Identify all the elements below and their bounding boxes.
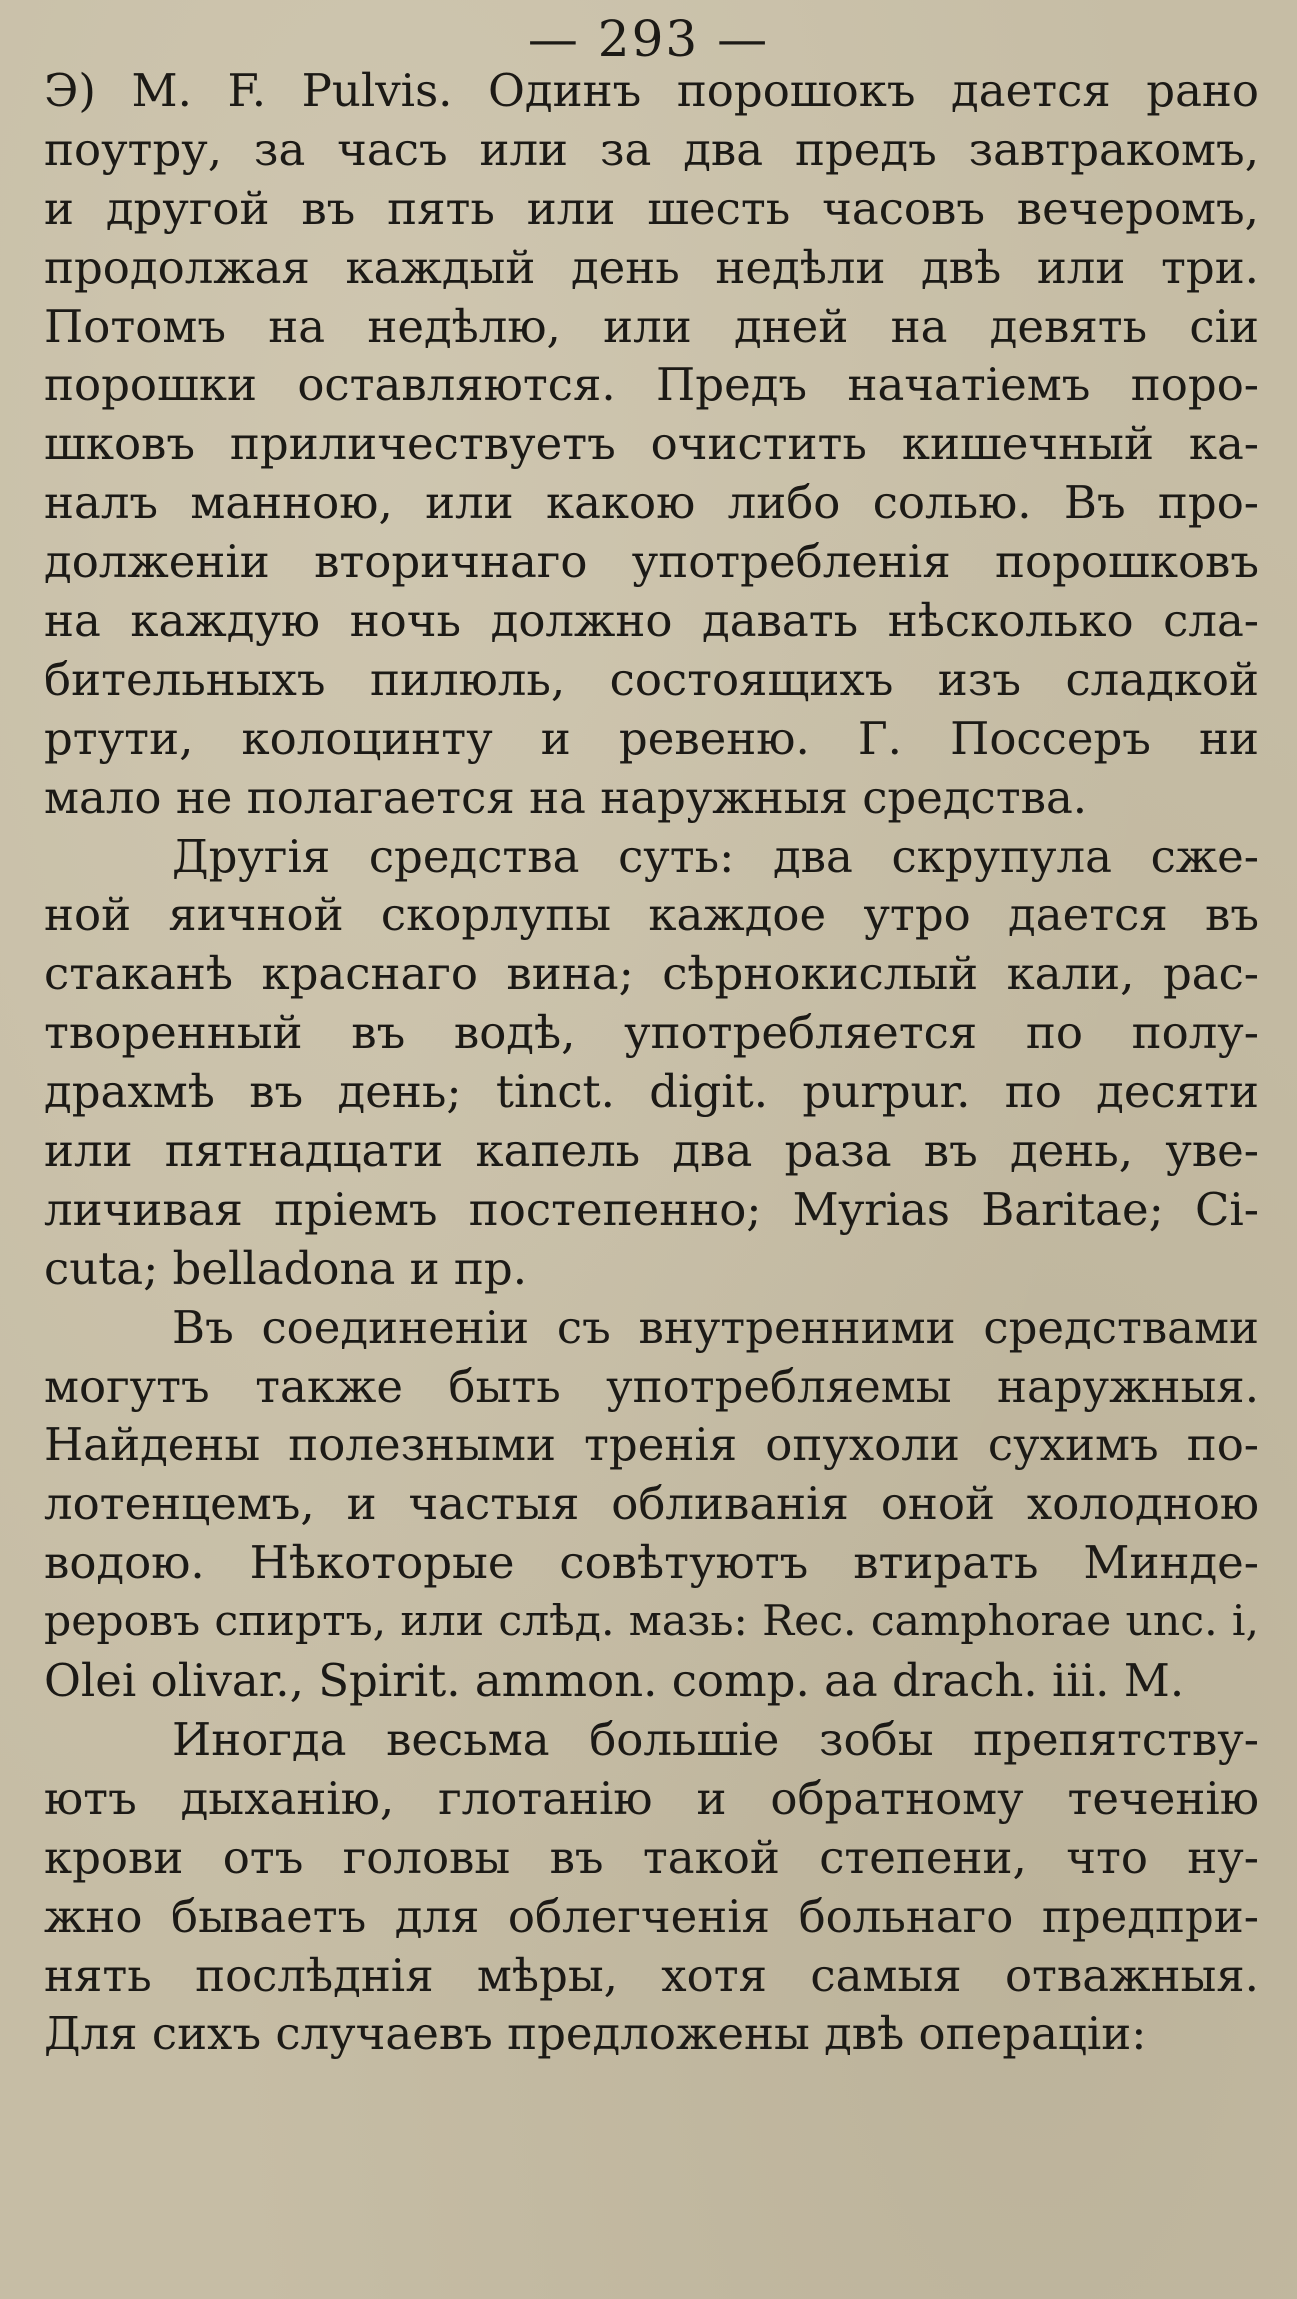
text-line: мало не полагается на наружныя средства. [44,770,1088,824]
text-line: и другой въ пять или шесть часовъ вечеромъ, [44,181,1259,235]
text-line: Другія средства суть: два скрупула сже- [172,829,1259,883]
text-line: драхмѣ въ день; tinct. digit. purpur. по десяти [44,1065,1259,1119]
text-line: могутъ также быть употребляемы наружныя. [44,1359,1259,1413]
text-line: нять послѣднія мѣры, хотя самыя отважныя. [44,1948,1259,2002]
page-body [44,62,1259,2064]
text-line: Э) M. F. Pulvis. Одинъ порошокъ дается рано [44,64,1259,117]
text-line: налъ манною, или какою либо солью. Въ про- [44,476,1259,530]
paragraph [44,1711,1259,2064]
text-line: бительныхъ пилюль, состоящихъ изъ сладкой [44,652,1259,706]
text-line: творенный въ водѣ, употребляется по полу- [44,1006,1259,1060]
paragraph [44,1299,1259,1711]
paragraph [44,828,1259,1299]
text-line: Иногда весьма большіе зобы препятству- [172,1712,1259,1766]
paragraph [44,62,1259,828]
text-line: водою. Нѣкоторые совѣтуютъ втирать Минде- [44,1536,1259,1590]
text-line: ной яичной скорлупы каждое утро дается въ [44,888,1259,942]
text-line: Найдены полезными тренія опухоли сухимъ по- [44,1418,1259,1472]
text-line: стаканѣ краснаго вина; сѣрнокислый кали, рас- [44,947,1259,1001]
text-line: Въ соединеніи съ внутренними средствами [172,1300,1259,1354]
text-line: ютъ дыханію, глотанію и обратному теченію [44,1771,1259,1825]
page-number: — 293 — [527,10,770,68]
text-line: порошки оставляются. Предъ начатіемъ поро- [44,358,1259,412]
text-line: долженіи вторичнаго употребленія порошковъ [44,535,1259,589]
text-line: Потомъ на недѣлю, или дней на девять сіи [44,299,1259,353]
text-line: на каждую ночь должно давать нѣсколько сла- [44,594,1259,648]
text-line: Olei olivar., Spirit. ammon. comp. aa drach. iii. M. [44,1654,1185,1708]
text-line: Для сихъ случаевъ предложены двѣ операціи: [44,2007,1147,2061]
text-line: личивая пріемъ постепенно; Myrias Baritae; Ci- [44,1182,1259,1236]
text-line: лотенцемъ, и частыя обливанія оной холодною [44,1477,1259,1531]
text-line: ртути, колоцинту и ревеню. Г. Поссеръ ни [44,711,1259,765]
text-line: или пятнадцати капель два раза въ день, уве- [44,1124,1259,1178]
text-line: продолжая каждый день недѣли двѣ или три. [44,240,1259,294]
text-line: cuta; belladona и пр. [44,1241,528,1295]
text-line: шковъ приличествуетъ очистить кишечный ка- [44,417,1259,471]
text-line: жно бываетъ для облегченія больнаго предпри- [44,1889,1259,1943]
text-line: поутру, за часъ или за два предъ завтракомъ, [44,122,1259,176]
text-line: реровъ спиртъ, или слѣд. мазь: Rec. camphorae unc. i, [44,1597,1259,1647]
text-line: крови отъ головы въ такой степени, что ну- [44,1830,1259,1884]
